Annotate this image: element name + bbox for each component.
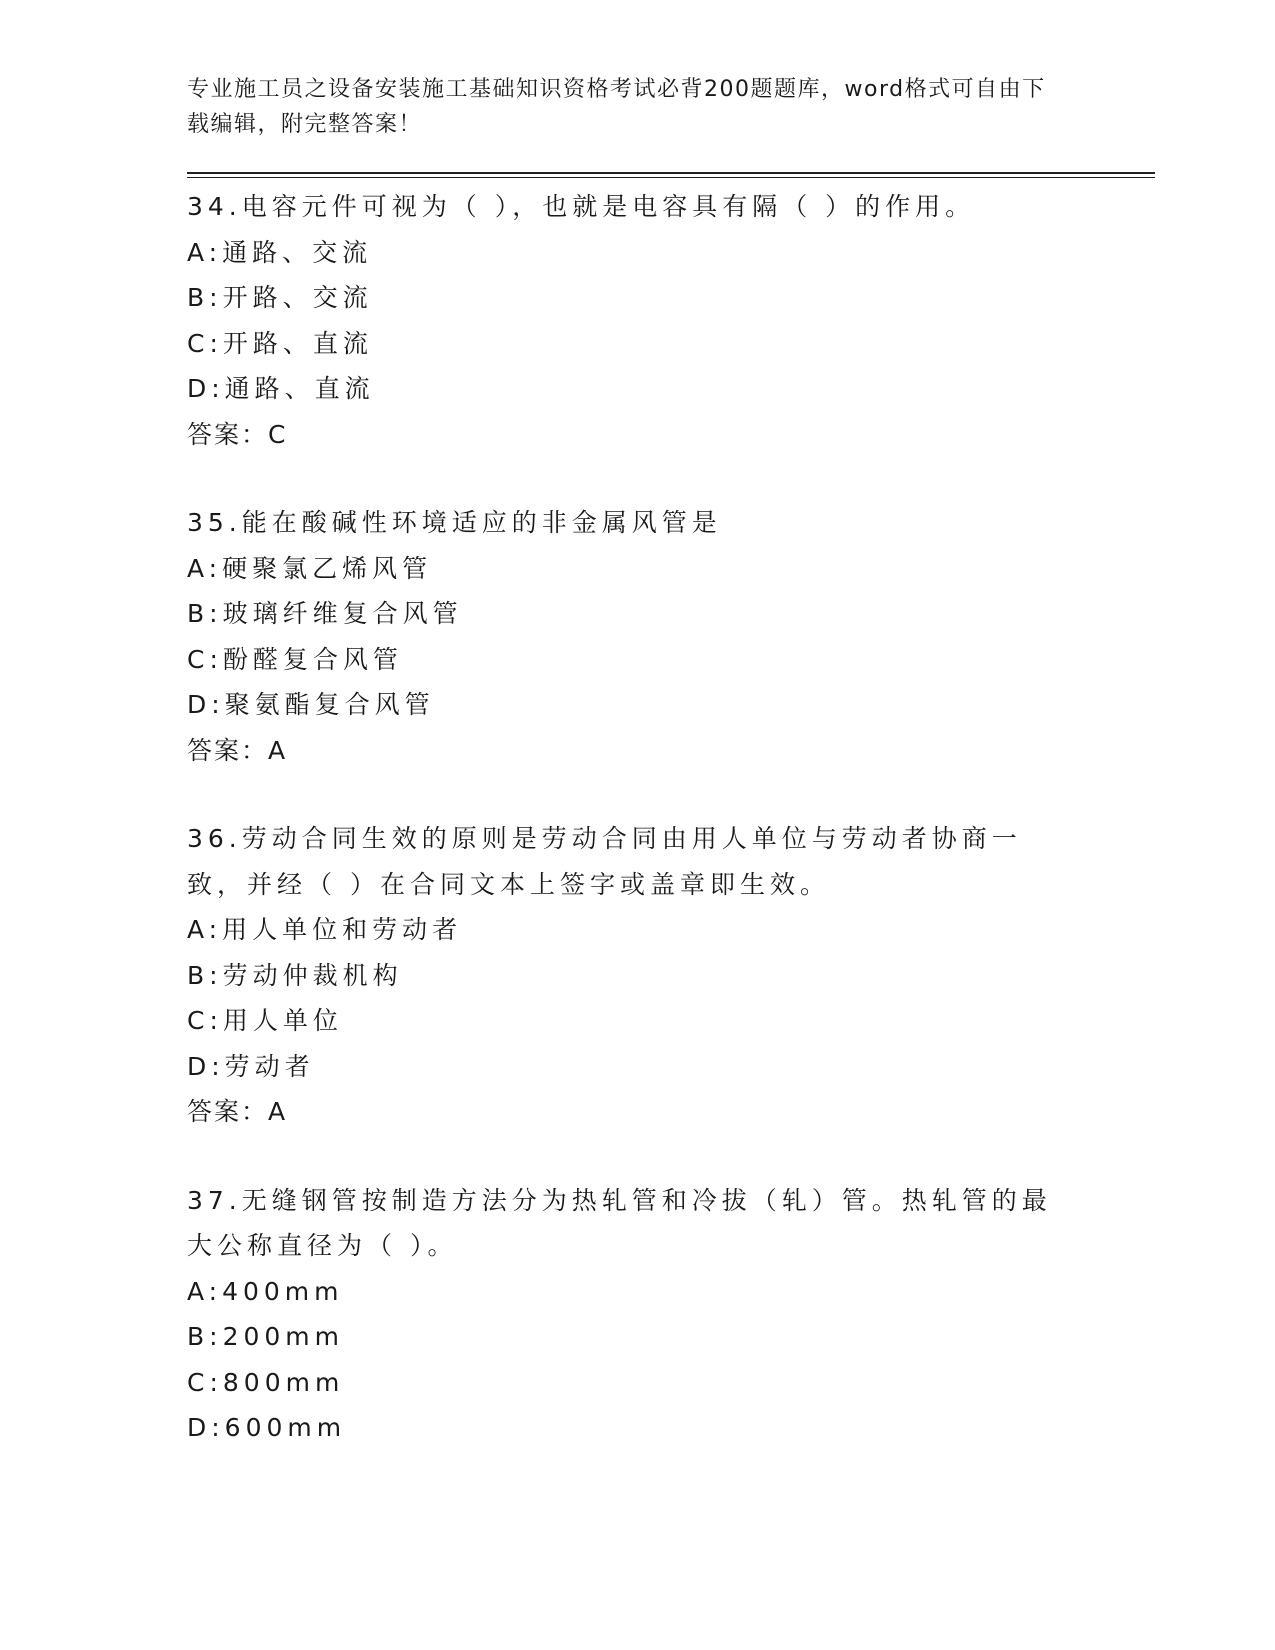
option-b: B:玻璃纤维复合风管 — [187, 599, 463, 628]
document-header-title: 专业施工员之设备安装施工基础知识资格考试必背200题题库，word格式可自由下载编辑，附完整答案！ — [187, 77, 1046, 137]
option-c: C:用人单位 — [187, 1006, 343, 1035]
question-36 — [187, 816, 1155, 1135]
option-d: D:聚氨酯复合风管 — [187, 690, 435, 719]
question-34 — [187, 184, 1155, 457]
option-b: B:劳动仲裁机构 — [187, 960, 403, 990]
option-a: A:400mm — [187, 1276, 344, 1306]
option-c: C:酚醛复合风管 — [187, 644, 403, 674]
answer-line: 答案：A — [187, 735, 288, 765]
question-35 — [187, 500, 1155, 773]
question-stem: 35.能在酸碱性环境适应的非金属风管是 — [187, 508, 722, 537]
question-stem: 37.无缝钢管按制造方法分为热轧管和冷拔（轧）管。热轧管的最大公称直径为（ ）。 — [187, 1185, 1052, 1260]
question-stem: 36.劳动合同生效的原则是劳动合同由用人单位与劳动者协商一致，并经（ ）在合同文本上签字或盖章即生效。 — [187, 824, 1022, 899]
option-b: B:200mm — [187, 1322, 344, 1351]
option-a: A:硬聚氯乙烯风管 — [187, 553, 433, 583]
option-d: D:劳动者 — [187, 1051, 315, 1081]
option-c: C:800mm — [187, 1367, 345, 1397]
option-d: D:600mm — [187, 1413, 347, 1442]
question-37 — [187, 1178, 1155, 1451]
document-page — [187, 72, 1155, 1494]
question-list — [187, 184, 1155, 1451]
header-divider — [187, 172, 1155, 174]
answer-line: 答案：C — [187, 419, 288, 449]
option-c: C:开路、直流 — [187, 328, 373, 358]
option-d: D:通路、直流 — [187, 374, 375, 403]
option-a: A:用人单位和劳动者 — [187, 915, 463, 944]
answer-line: 答案：A — [187, 1097, 288, 1126]
question-stem: 34.电容元件可视为（ ），也就是电容具有隔（ ）的作用。 — [187, 192, 976, 221]
option-b: B:开路、交流 — [187, 283, 373, 312]
option-a: A:通路、交流 — [187, 237, 373, 267]
